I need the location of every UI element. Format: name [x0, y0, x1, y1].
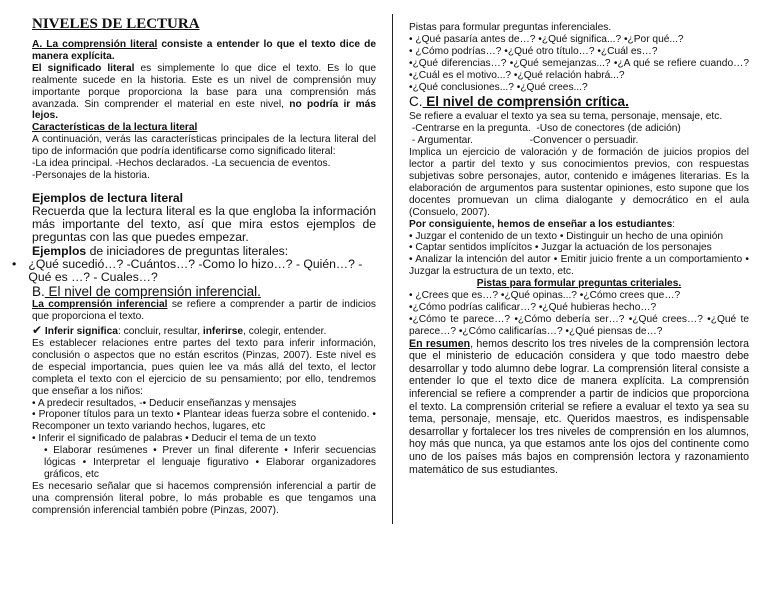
examples-questions: • ¿Qué sucedió…? -Cuántos…? -Como lo hizo…? - Quién…? - Qué es …? - Cuales…? [32, 258, 376, 284]
inferential-item: • Proponer títulos para un texto • Plantear ideas fuerza sobre el contenido. • Recomponer un texto variando hechos, lugares, etc [32, 409, 376, 433]
literal-definition: A. La comprensión literal consiste a entender lo que el texto dice de manera explícita. [32, 39, 376, 62]
characteristics-title: Características de la lectura literal [32, 122, 198, 134]
inferential-hint-line: •¿Qué diferencias…? •¿Qué semejanzas...? •¿A qué se refiere cuando…? •¿Cuál es el motivo...? •¿Qué relación habrá...? [409, 57, 749, 81]
critical-paragraph: Implica un ejercicio de valoración y de formación de juicios propios del lector a partir del texto y sus conocimientos previos, con respuestas subjetivas sobre personajes, autor, contenido e imágenes literarias. Es la elaboración de argumentos para sustentar opiniones, esto supone que los docentes promuevan un clima dialogante y democrático en el aula (Consuelo, 2007). [409, 147, 749, 218]
criterial-hints-title: Pistas para formular preguntas criteriales. [476, 278, 682, 290]
critical-options-1: -Centrarse en la pregunta. -Uso de conectores (de adición) [409, 123, 681, 135]
inferential-item: • Inferir el significado de palabras • Deducir el tema de un texto [32, 433, 317, 445]
column-divider [392, 14, 393, 524]
critical-item: • Captar sentidos implícitos • Juzgar la actuación de los personajes [409, 242, 712, 254]
criterial-hint-line: •¿Cómo te parece…? •¿Cómo debería ser…? •¿Qué crees…? •¿Qué te parece…? •¿Cómo calificarías…? •¿Qué piensas de…? [409, 313, 749, 337]
inferential-item: • A predecir resultados, -• Deducir enseñanzas y mensajes [32, 397, 297, 409]
left-column [12, 16, 376, 517]
critical-item: • Analizar la intención del autor • Emitir juicio frente a un comportamiento • Juzgar la estructura de un texto, etc. [409, 254, 749, 278]
criterial-hint-line: •¿Cómo podrías calificar…? •¿Qué hubieras hecho…? [409, 301, 657, 313]
inferential-conclusion: Es necesario señalar que si hacemos comprensión inferencial a partir de una comprensión literal pobre, lo más probable es que tengamos una comprensión inferencial también pobre (Pinzas, 2007). [32, 480, 376, 516]
inferential-definition: La comprensión inferencial se refiere a comprender a partir de indicios que proporciona el texto. [32, 299, 376, 323]
check-icon: ✔ [32, 323, 43, 338]
literal-meaning: El significado literal es simplemente lo que dice el texto. Es lo que realmente sucede en la historia. Este es un nivel de comprensión muy importante porque proporciona la base para una comprensión más avanzada. Sin comprender el material en este nivel, no podría ir más lejos. [32, 62, 376, 122]
examples-title: Ejemplos de lectura literal [32, 190, 184, 205]
summary-paragraph: En resumen, hemos descrito los tres niveles de la comprensión lectora que el ministerio de educación considera y que todo maestro debe desarrollar y todo alumno debe lograr. La comprensión literal consiste a entender lo que el texto dice de manera explícita. La comprensión inferencial se refiere a comprender a partir de indicios que proporciona el texto. La comprensión criterial se refiere a evaluar el texto ya sea su tema, personaje, mensaje, etc. Queridos maestros, es indispensable desarrollar y fortalecer los tres niveles de comprensión en los alumnos, hoy más que nunca, ya que estamos ante los ojos del continente como uno de los países más bajos en comprensión lectora y razonamiento matemático de sus estudiantes. [409, 337, 749, 476]
characteristics-list-2: -Personajes de la historia. [32, 169, 150, 181]
critical-intro: Se refiere a evaluar el texto ya sea su tema, personaje, mensaje, etc. [409, 111, 723, 123]
characteristics-text: A continuación, verás las características principales de la lectura literal del tipo de información que podría identificarse como significado literal: [32, 134, 376, 158]
inferential-hint-line: • ¿Qué pasaría antes de…? •¿Qué significa...? •¿Por qué...? [409, 33, 684, 45]
inferential-paragraph: Es establecer relaciones entre partes del texto para inferir información, conclusión o aspectos que no están escritos (Pinzas, 2007). Este nivel es de especial importancia, pues quien lee va más allá del texto, el lector completa el texto con el ejercicio de su pensamiento; por ello, tendremos que enseñar a los niños: [32, 338, 376, 397]
critical-teach: Por consiguiente, hemos de enseñar a los estudiantes: [409, 218, 676, 230]
characteristics-list-1: -La idea principal. -Hechos declarados. -La secuencia de eventos. [32, 158, 331, 170]
inferential-hints-title: Pistas para formular preguntas inferenciales. [409, 22, 612, 33]
section-a-label: A. La comprensión literal [32, 39, 158, 50]
page-title: NIVELES DE LECTURA [32, 16, 200, 32]
bullet: • [12, 256, 17, 271]
section-b-title: B. El nivel de comprensión inferencial. [32, 284, 261, 300]
examples-text: Recuerda que la lectura literal es la que engloba la información más importante del texto, así que mira estos ejemplos de preguntas con las que puedes empezar. [32, 204, 376, 245]
inferential-item: • Elaborar resúmenes • Prever un final diferente • Inferir secuencias lógicas • Interpretar el lenguaje figurativo • Elaborar organizadores gráficos, etc [44, 445, 376, 480]
inferential-meaning: ✔ Inferir significa: concluir, resultar, inferirse, colegir, entender. [32, 323, 327, 338]
critical-item: • Juzgar el contenido de un texto • Distinguir un hecho de una opinión [409, 230, 724, 242]
inferential-hint-line: • ¿Cómo podrías…? •¿Qué otro título…? •¿Cuál es…? [409, 45, 658, 57]
critical-options-2: - Argumentar. -Convencer o persuadir. [409, 135, 639, 147]
examples-starters: Ejemplos de iniciadores de preguntas literales: [32, 243, 289, 258]
section-c-title: C. El nivel de comprensión crítica. [409, 94, 629, 110]
inferential-hint-line: •¿Qué conclusiones...? •¿Qué crees...? [409, 81, 588, 93]
criterial-hint-line: • ¿Crees que es…? •¿Qué opinas...? •¿Cómo crees que…? [409, 290, 681, 302]
right-column [409, 22, 749, 476]
